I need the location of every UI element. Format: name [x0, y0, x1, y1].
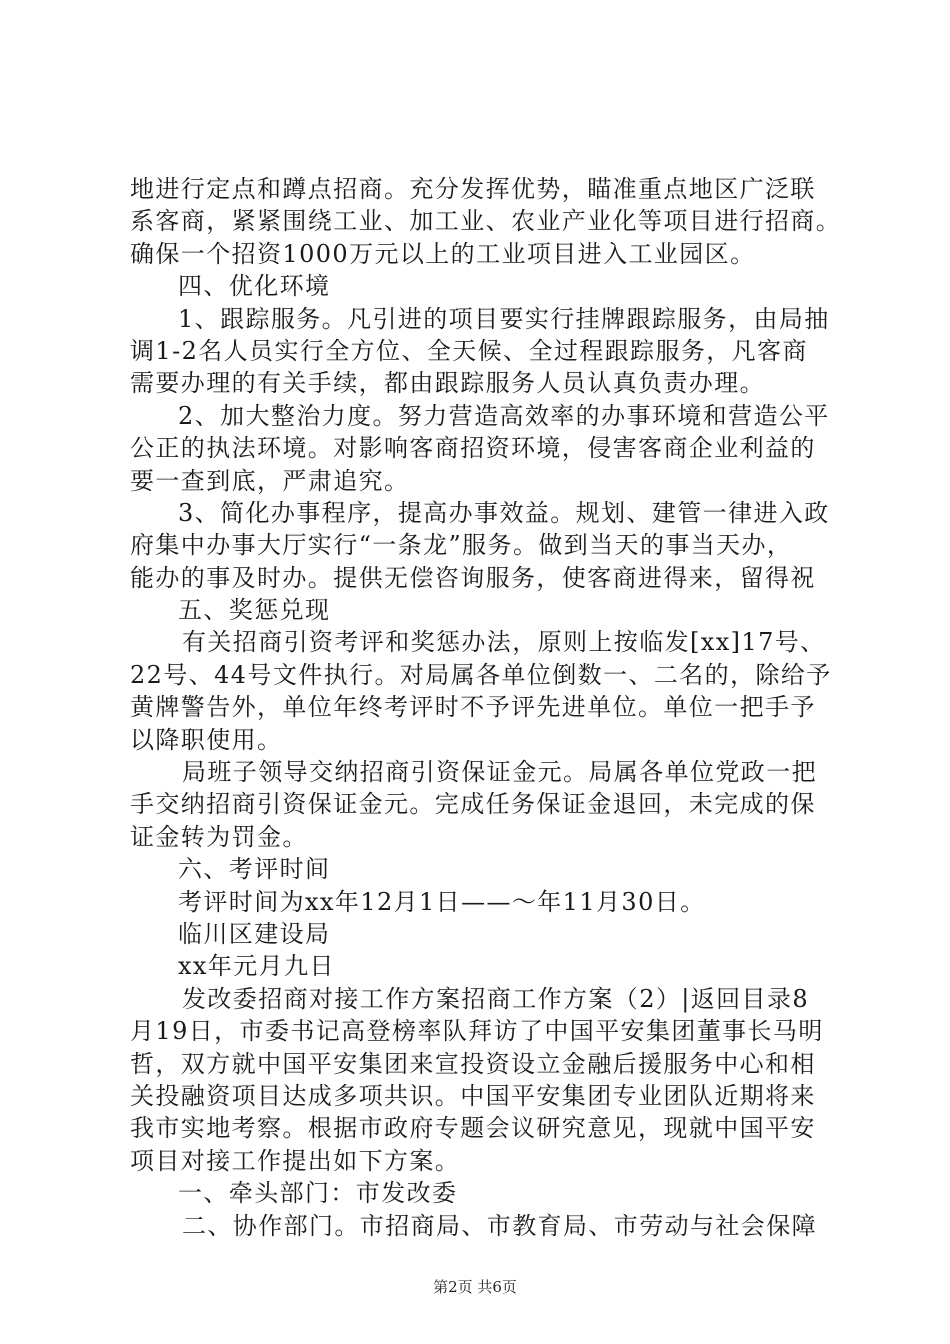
document-line: 我市实地考察。根据市政府专题会议研究意见，现就中国平安 [130, 1114, 816, 1143]
document-line: 一、牵头部门：市发改委 [178, 1179, 458, 1208]
document-line: 四、优化环境 [178, 272, 331, 301]
document-line: 有关招商引资考评和奖惩办法，原则上按临发[xx]17号、 [182, 628, 826, 657]
document-line: 黄牌警告外，单位年终考评时不予评先进单位。单位一把手予 [130, 693, 816, 722]
document-line: 发改委招商对接工作方案招商工作方案（2）|返回目录8 [182, 984, 810, 1013]
document-line: 系客商，紧紧围绕工业、加工业、农业产业化等项目进行招商。 [130, 207, 842, 236]
document-line: 考评时间为xx年12月1日——～年11月30日。 [178, 887, 706, 916]
document-line: 调1-2名人员实行全方位、全天候、全过程跟踪服务，凡客商 [130, 336, 808, 365]
document-line: 手交纳招商引资保证金元。完成任务保证金退回，未完成的保 [130, 790, 816, 819]
document-line: 府集中办事大厅实行“一条龙”服务。做到当天的事当天办， [130, 531, 793, 560]
document-line: 关投融资项目达成多项共识。中国平安集团专业团队近期将来 [130, 1081, 816, 1110]
document-line: 公正的执法环境。对影响客商招资环境，侵害客商企业利益的 [130, 434, 816, 463]
document-line: 以降职使用。 [130, 725, 283, 754]
document-line: 2、加大整治力度。努力营造高效率的办事环境和营造公平 [178, 401, 830, 430]
document-line: xx年元月九日 [178, 952, 335, 981]
document-line: 地进行定点和蹲点招商。充分发挥优势，瞄准重点地区广泛联 [130, 175, 816, 203]
document-line: 22号、44号文件执行。对局属各单位倒数一、二名的，除给予 [130, 660, 832, 689]
document-body [130, 173, 850, 1242]
document-line: 要一查到底，严肃追究。 [130, 466, 410, 495]
document-line: 临川区建设局 [178, 919, 331, 948]
document-line: 3、简化办事程序，提高办事效益。规划、建管一律进入政 [178, 498, 830, 527]
document-line: 二、协作部门。市招商局、市教育局、市劳动与社会保障 [182, 1211, 817, 1240]
document-line: 证金转为罚金。 [130, 822, 308, 851]
document-line: 五、奖惩兑现 [178, 596, 331, 625]
document-line: 哲，双方就中国平安集团来宣投资设立金融后援服务中心和相 [130, 1049, 816, 1078]
document-line: 六、考评时间 [178, 855, 331, 884]
document-line: 局班子领导交纳招商引资保证金元。局属各单位党政一把 [182, 758, 817, 787]
document-line: 月19日，市委书记高登榜率队拜访了中国平安集团董事长马明 [130, 1017, 824, 1046]
document-line: 需要办理的有关手续，都由跟踪服务人员认真负责办理。 [130, 369, 765, 398]
document-line: 1、跟踪服务。凡引进的项目要实行挂牌跟踪服务，由局抽 [178, 304, 830, 333]
document-line: 项目对接工作提出如下方案。 [130, 1146, 461, 1175]
document-line: 确保一个招资1000万元以上的工业项目进入工业园区。 [130, 239, 756, 268]
page-footer: 第2页 共6页 [433, 1278, 517, 1296]
document-line: 能办的事及时办。提供无偿咨询服务，使客商进得来，留得祝 [130, 563, 816, 592]
